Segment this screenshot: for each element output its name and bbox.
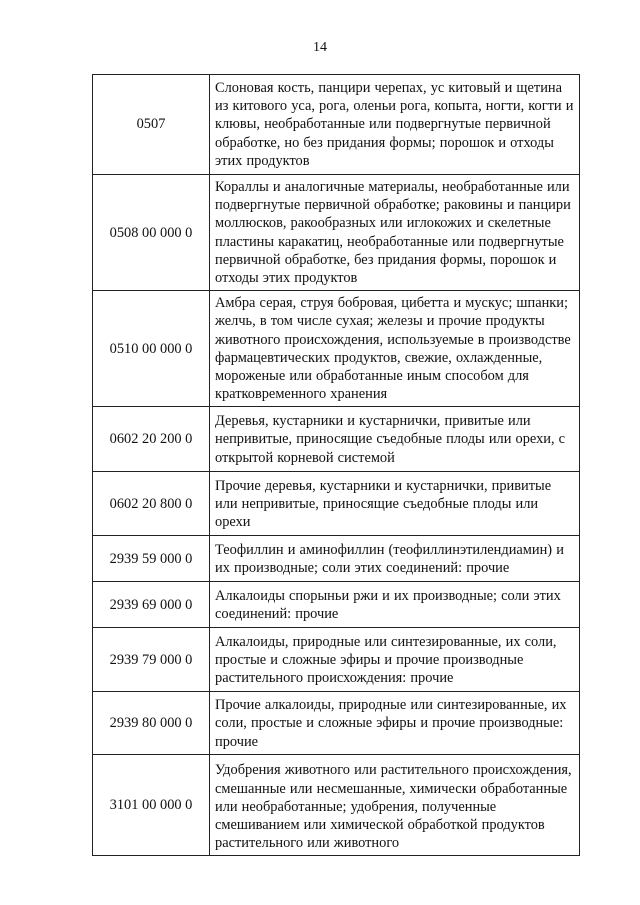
description-cell: Амбра серая, струя бобровая, цибетта и мускус; шпанки; желчь, в том числе сухая; железы и прочие продукты животного происхождения, используемые в производстве фармацевтических продуктов, свежие, охлажденные, мороженые или обработанные иным способом для кратковременного хранения (210, 291, 580, 407)
table-row (93, 175, 580, 291)
code-cell: 2939 79 000 0 (93, 628, 210, 692)
tariff-code-table (92, 74, 580, 856)
description-cell: Алкалоиды, природные или синтезированные, их соли, простые и сложные эфиры и прочие производные растительного происхождения: прочие (210, 628, 580, 692)
code-cell: 0507 (93, 75, 210, 175)
code-cell: 2939 59 000 0 (93, 536, 210, 582)
table-row (93, 536, 580, 582)
table-row (93, 755, 580, 856)
description-cell: Удобрения животного или растительного происхождения, смешанные или несмешанные, химически обработанные или необработанные; удобрения, полученные смешиванием или химической обработкой продуктов растительного или животного (210, 755, 580, 856)
table-row (93, 75, 580, 175)
table-row (93, 407, 580, 472)
table-row (93, 291, 580, 407)
table-row (93, 472, 580, 536)
code-cell: 2939 69 000 0 (93, 582, 210, 628)
description-cell: Слоновая кость, панцири черепах, ус китовый и щетина из китового уса, рога, оленьи рога, копыта, ногти, когти и клювы, необработанные или подвергнутые первичной обработке, но без придания формы; порошок и отходы этих продуктов (210, 75, 580, 175)
table-row (93, 628, 580, 692)
description-cell: Алкалоиды спорыньи ржи и их производные; соли этих соединений: прочие (210, 582, 580, 628)
description-cell: Теофиллин и аминофиллин (теофиллинэтилендиамин) и их производные; соли этих соединений: прочие (210, 536, 580, 582)
description-cell: Прочие деревья, кустарники и кустарнички, привитые или непривитые, приносящие съедобные плоды или орехи (210, 472, 580, 536)
code-cell: 0602 20 200 0 (93, 407, 210, 472)
code-cell: 3101 00 000 0 (93, 755, 210, 856)
code-cell: 0602 20 800 0 (93, 472, 210, 536)
description-cell: Кораллы и аналогичные материалы, необработанные или подвергнутые первичной обработке; раковины и панцири моллюсков, ракообразных или иглокожих и скелетные пластины каракатиц, необработанные или подвергнутые первичной обработке, без придания формы, порошок и отходы этих продуктов (210, 175, 580, 291)
code-cell: 0510 00 000 0 (93, 291, 210, 407)
description-cell: Прочие алкалоиды, природные или синтезированные, их соли, простые и сложные эфиры и прочие производные: прочие (210, 692, 580, 755)
page-number: 14 (313, 40, 327, 55)
description-cell: Деревья, кустарники и кустарнички, привитые или непривитые, приносящие съедобные плоды или орехи, с открытой корневой системой (210, 407, 580, 472)
table-row (93, 692, 580, 755)
table-row (93, 582, 580, 628)
code-cell: 2939 80 000 0 (93, 692, 210, 755)
code-cell: 0508 00 000 0 (93, 175, 210, 291)
